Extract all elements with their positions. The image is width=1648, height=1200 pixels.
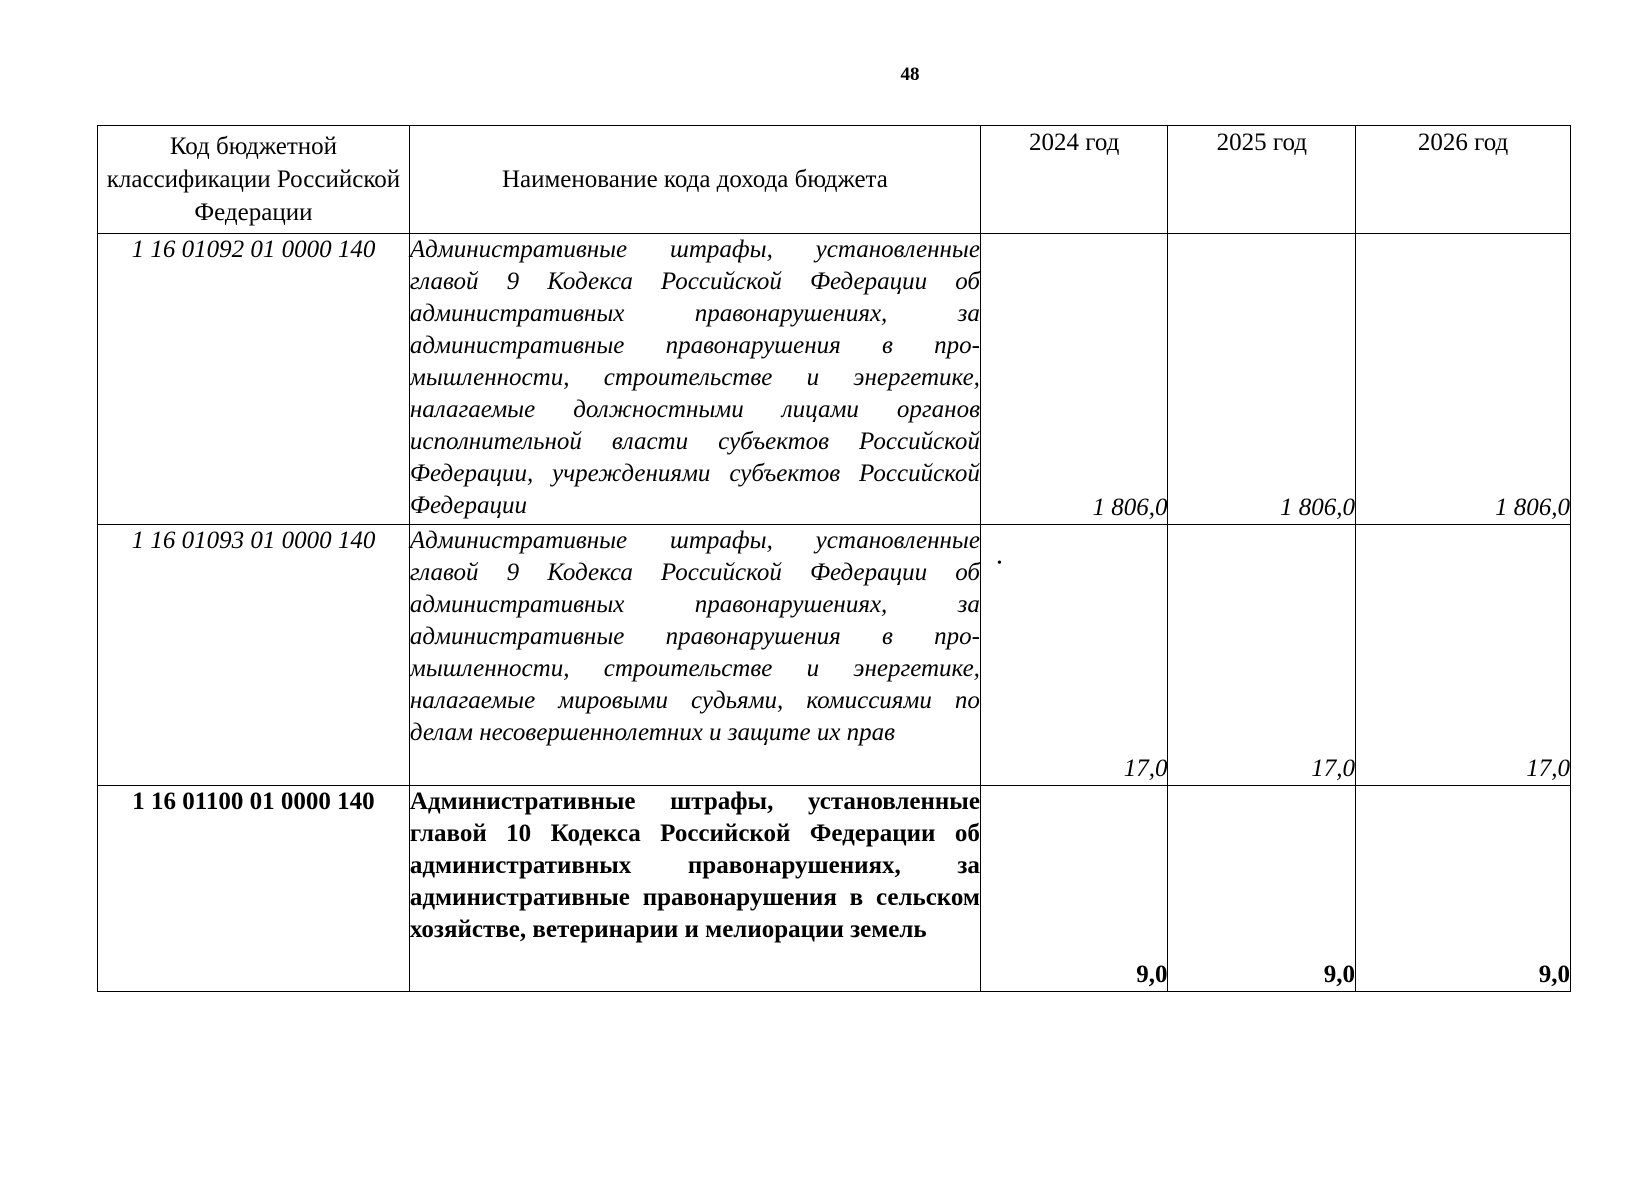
row-name: Административные штрафы, установленные главой 9 Кодекса Российской Федерации об административных правонарушениях, за административные правонарушения в промышленности, строительстве и энергетике, налагаемые мировыми судьями, комиссиями по делам несовершеннолетних и защите их прав — [409, 525, 980, 786]
row-value-2024: 17,0 — [980, 525, 1168, 786]
row-value-2025: 17,0 — [1168, 525, 1356, 786]
row-code: 1 16 01092 01 0000 140 — [98, 234, 410, 525]
header-year-2024: 2024 год — [980, 126, 1168, 234]
row-code: 1 16 01093 01 0000 140 — [98, 525, 410, 786]
row-value-2025: 1 806,0 — [1168, 234, 1356, 525]
table-row — [98, 525, 1571, 786]
header-year-2026: 2026 год — [1356, 126, 1571, 234]
table-row — [98, 234, 1571, 525]
row-name: Административные штрафы, установленные главой 9 Кодекса Российской Федерации об административных правонарушениях, за административные правонарушения в промышленности, строительстве и энергетике, налагаемые должностными лицами органов исполнительной власти субъектов Российской Федерации, учреждениями субъектов Российской Федерации — [409, 234, 980, 525]
table-header-row — [98, 126, 1571, 234]
header-budget-code: Код бюджетной классификации Российской Федерации — [98, 126, 410, 234]
row-value-2024: 9,0 — [980, 786, 1168, 992]
header-year-2025: 2025 год — [1168, 126, 1356, 234]
page-number: 48 — [900, 64, 920, 85]
scan-speck: • — [997, 556, 1002, 571]
row-name: Административные штрафы, установленные главой 10 Кодекса Российской Федерации об административных правонарушениях, за административные правонарушения в сельском хозяйстве, ветеринарии и мелиорации земель — [409, 786, 980, 992]
row-value-2026: 17,0 — [1356, 525, 1571, 786]
row-code: 1 16 01100 01 0000 140 — [98, 786, 410, 992]
row-value-2024: 1 806,0 — [980, 234, 1168, 525]
budget-revenue-table — [97, 125, 1571, 992]
table-row — [98, 786, 1571, 992]
row-value-2026: 9,0 — [1356, 786, 1571, 992]
row-value-2026: 1 806,0 — [1356, 234, 1571, 525]
row-value-2025: 9,0 — [1168, 786, 1356, 992]
header-revenue-name: Наименование кода дохода бюджета — [409, 126, 980, 234]
